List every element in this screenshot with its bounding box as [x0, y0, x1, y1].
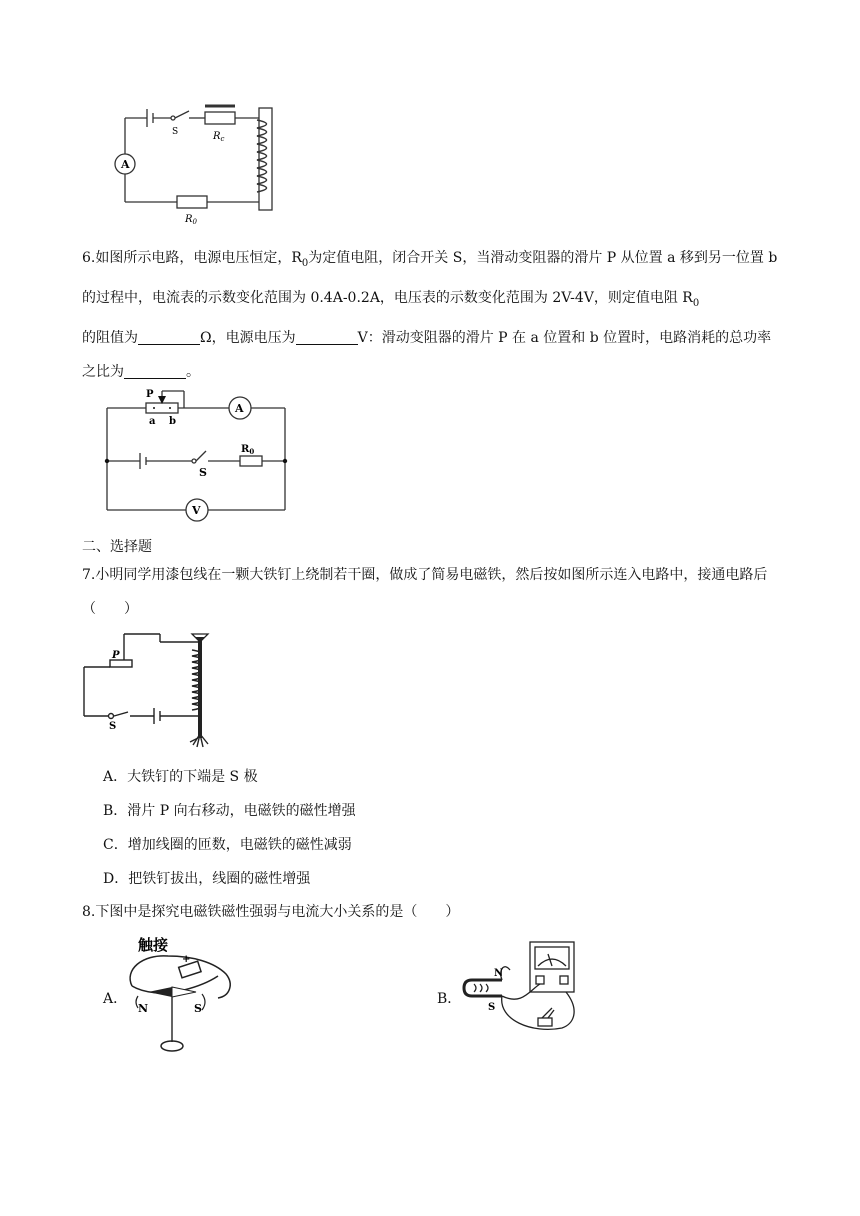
option-c[interactable]: C．增加线圈的匝数，电磁铁的磁性减弱 — [103, 837, 352, 853]
contact-label: 触接 — [138, 936, 169, 954]
ammeter-label: A — [235, 402, 244, 415]
oersted-q8a-svg — [122, 930, 237, 1055]
north-label: N — [138, 1002, 149, 1015]
switch-label: S — [172, 127, 179, 137]
switch-label: S — [109, 721, 117, 732]
ammeter-label: A — [121, 158, 130, 171]
option-a[interactable]: A．大铁钉的下端是 S 极 — [103, 769, 258, 785]
electromagnet-q7-svg — [78, 630, 228, 755]
r0-label: $R_0$ — [185, 214, 197, 226]
voltmeter-label: V — [192, 504, 201, 517]
electromagnet-q8b-svg — [462, 940, 587, 1050]
q8-option-b-label[interactable]: B． — [437, 991, 462, 1007]
circuit-q6-svg — [100, 386, 295, 526]
answer-blank-resistance[interactable] — [138, 328, 200, 345]
compass-needle-north-icon — [148, 987, 172, 997]
answer-blank-voltage[interactable] — [296, 328, 358, 345]
option-d[interactable]: D．把铁钉拔出，线圈的磁性增强 — [103, 871, 311, 887]
question-6-text-2: 为定值电阻，闭合开关 S，当滑动变阻器的滑片 P 从位置 a 移到另一位置 b 的过程中，电流表的示数变化范围为 0.4A-0.2A，电压表的示数变化范围为 2V-4V，则定值电阻 R — [82, 250, 778, 306]
question-6-sub-1: 0 — [301, 257, 309, 269]
r0-resistor — [240, 456, 262, 466]
circuit-q5-svg — [105, 98, 285, 228]
question-6-text-6: 。 — [186, 363, 200, 380]
answer-blank-power-ratio[interactable] — [124, 362, 186, 379]
switch-blade — [175, 111, 189, 118]
question-6-text-1: 如图所示电路，电源电压恒定，R — [95, 250, 302, 266]
rheostat — [146, 403, 178, 413]
section-heading: 二、选择题 — [82, 539, 152, 555]
figure-q7-electromagnet — [78, 630, 228, 755]
switch-blade — [114, 712, 128, 716]
north-label: N — [494, 968, 504, 979]
u-magnet — [464, 980, 502, 996]
figure-q6-circuit — [100, 386, 295, 526]
position-b-label: b — [169, 416, 176, 427]
figure-q8a-oersted — [122, 930, 237, 1055]
rc-label: $R_c$ — [213, 131, 225, 143]
figure-q5-circuit — [105, 98, 285, 228]
figure-q8b-electromagnet — [462, 940, 587, 1050]
question-6 — [82, 241, 782, 389]
question-6-sub-2: 0 — [692, 297, 700, 309]
question-6-text-4: Ω，电源电压为 — [200, 329, 296, 346]
switch-blade — [196, 451, 206, 461]
stand-base — [161, 1041, 183, 1051]
slider-p-label: P — [146, 389, 154, 400]
r0-resistor — [177, 196, 207, 208]
plus-label: + — [182, 954, 191, 965]
south-label: S — [488, 1002, 496, 1013]
position-a-label: a — [149, 416, 156, 427]
question-6-text-3: 的阻值为 — [82, 329, 138, 346]
slider-p-label: P — [112, 650, 120, 661]
question-7: 7.小明同学用漆包线在一颗大铁钉上绕制若干圈，做成了简易电磁铁，然后按如图所示连入电路中，接通电路后（ ） — [82, 567, 768, 617]
switch-label: S — [199, 466, 207, 479]
question-6-text-5: V：滑动变阻器的滑片 P 在 a 位置和 b 位置时，电路消耗的总功率之比为 — [82, 329, 772, 380]
south-label: S — [194, 1002, 202, 1015]
compass-needle-south-icon — [172, 987, 196, 997]
option-b[interactable]: B．滑片 P 向右移动，电磁铁的磁性增强 — [103, 803, 356, 819]
rheostat — [110, 660, 132, 667]
rc-resistor — [205, 112, 235, 124]
switch-base — [538, 1018, 552, 1026]
question-8: 8.下图中是探究电磁铁磁性强弱与电流大小关系的是（ ） — [82, 904, 460, 920]
question-6-number: 6. — [82, 250, 96, 266]
q8-option-a-label[interactable]: A． — [103, 991, 128, 1007]
r0-label: $R_0$ — [241, 444, 255, 456]
